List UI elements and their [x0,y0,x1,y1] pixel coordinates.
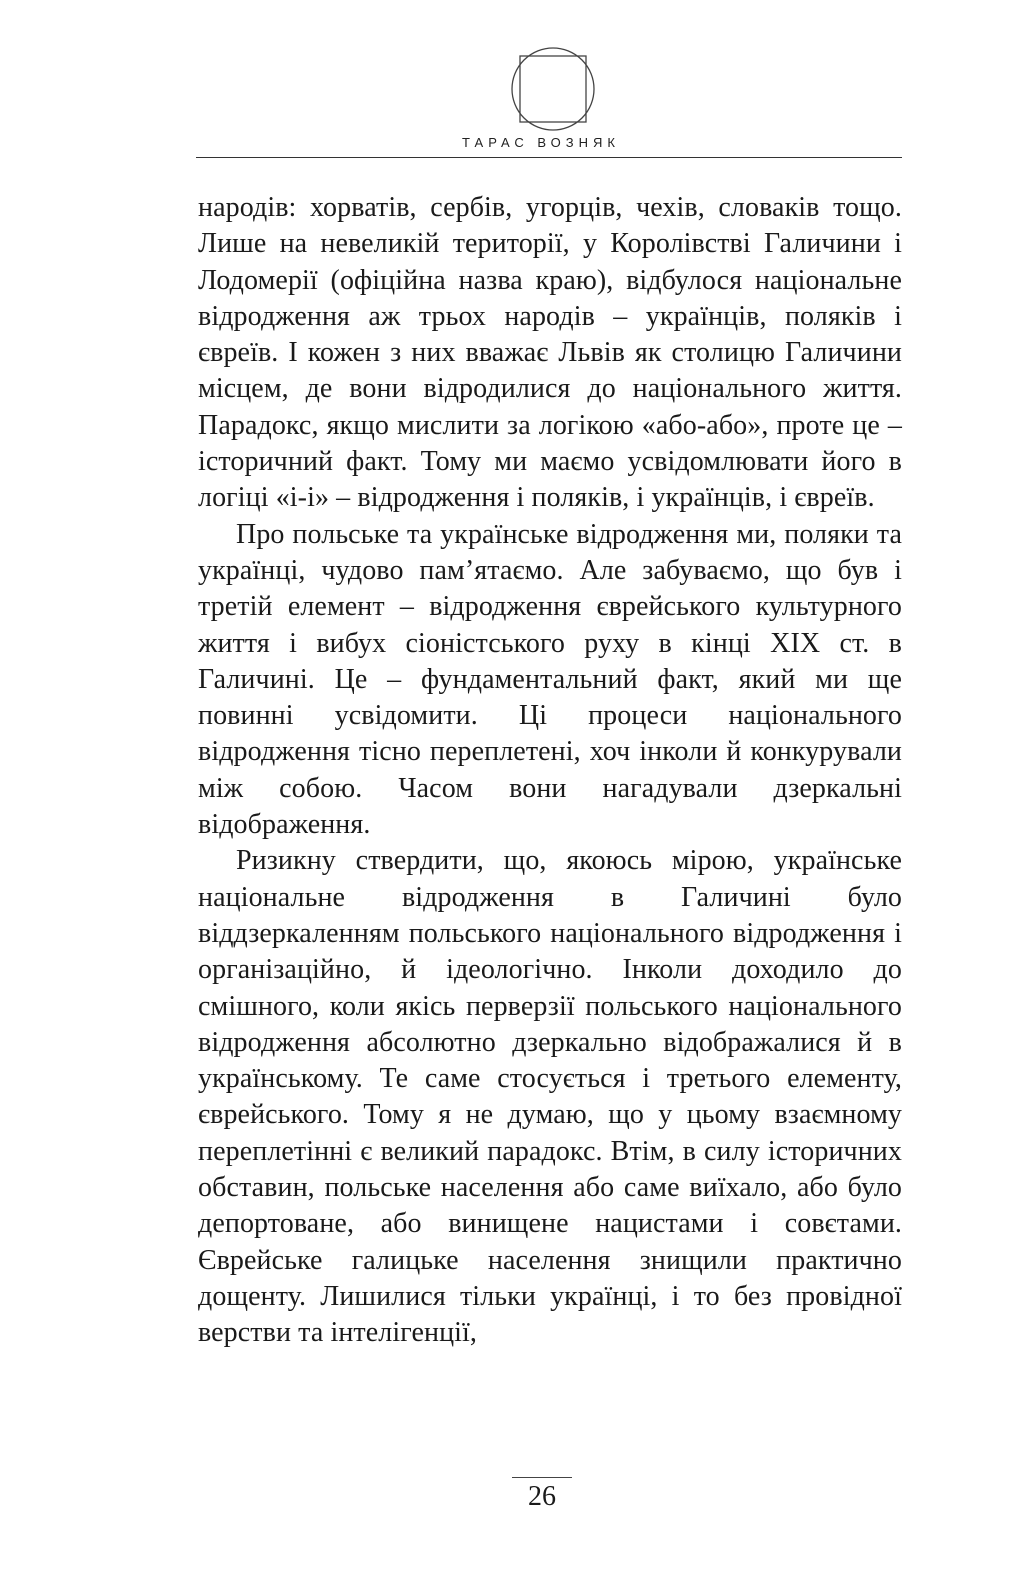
circle-square-emblem-icon [510,46,596,132]
paragraph-2: Про польське та українське відродження ми, поляки та українці, чудово пам’ятаємо. Але забуваємо, що був і третій елемент – відродження єврейського культурного життя і вибух сіоністського руху в кінці XIX ст. в Галичині. Це – фундаментальний факт, який ми ще повинні усвідомити. Ці процеси національного відродження тісно переплетені, хоч інколи й конкурували між собою. Часом вони нагадували дзеркальні відображення. [198,518,902,841]
page-number: 26 [528,1481,556,1512]
body-text [198,190,902,1352]
header-rule [196,157,902,158]
page-number-rule [512,1477,572,1478]
running-head-author: ТАРАС ВОЗНЯК [462,135,620,150]
paragraph-1: народів: хорватів, сербів, угорців, чехів, словаків тощо. Лише на невеликій території, у Королівстві Галичини і Лодомерії (офіційна назва краю), відбулося національне відродження аж трьох народів – українців, поляків і євреїв. І кожен з них вважає Львів як столицю Галичини місцем, де вони відродилися до національного життя. Парадокс, якщо мислити за логікою «або-або», проте це – історичний факт. Тому ми маємо усвідомлювати його в логіці «і-і» – відродження і поляків, і українців, і євреїв. [198,192,902,514]
paragraph-3: Ризикну ствердити, що, якоюсь мірою, українське національне відродження в Галичині було віддзеркаленням польського національного відродження і організаційно, й ідеологічно. Інколи доходило до смішного, коли якісь перверзії польського національного відродження абсолютно дзеркально відображалися й в українському. Те саме стосується і третього елементу, єврейського. Тому я не думаю, що у цьому взаємному переплетінні є великий парадокс. Втім, в силу історичних обставин, польське населення або саме виїхало, або було депортоване, або винищене нацистами і совєтами. Єврейське галицьке населення знищили практично дощенту. Лишилися тільки українці, і то без провідної верстви та інтелігенції, [198,845,902,1349]
